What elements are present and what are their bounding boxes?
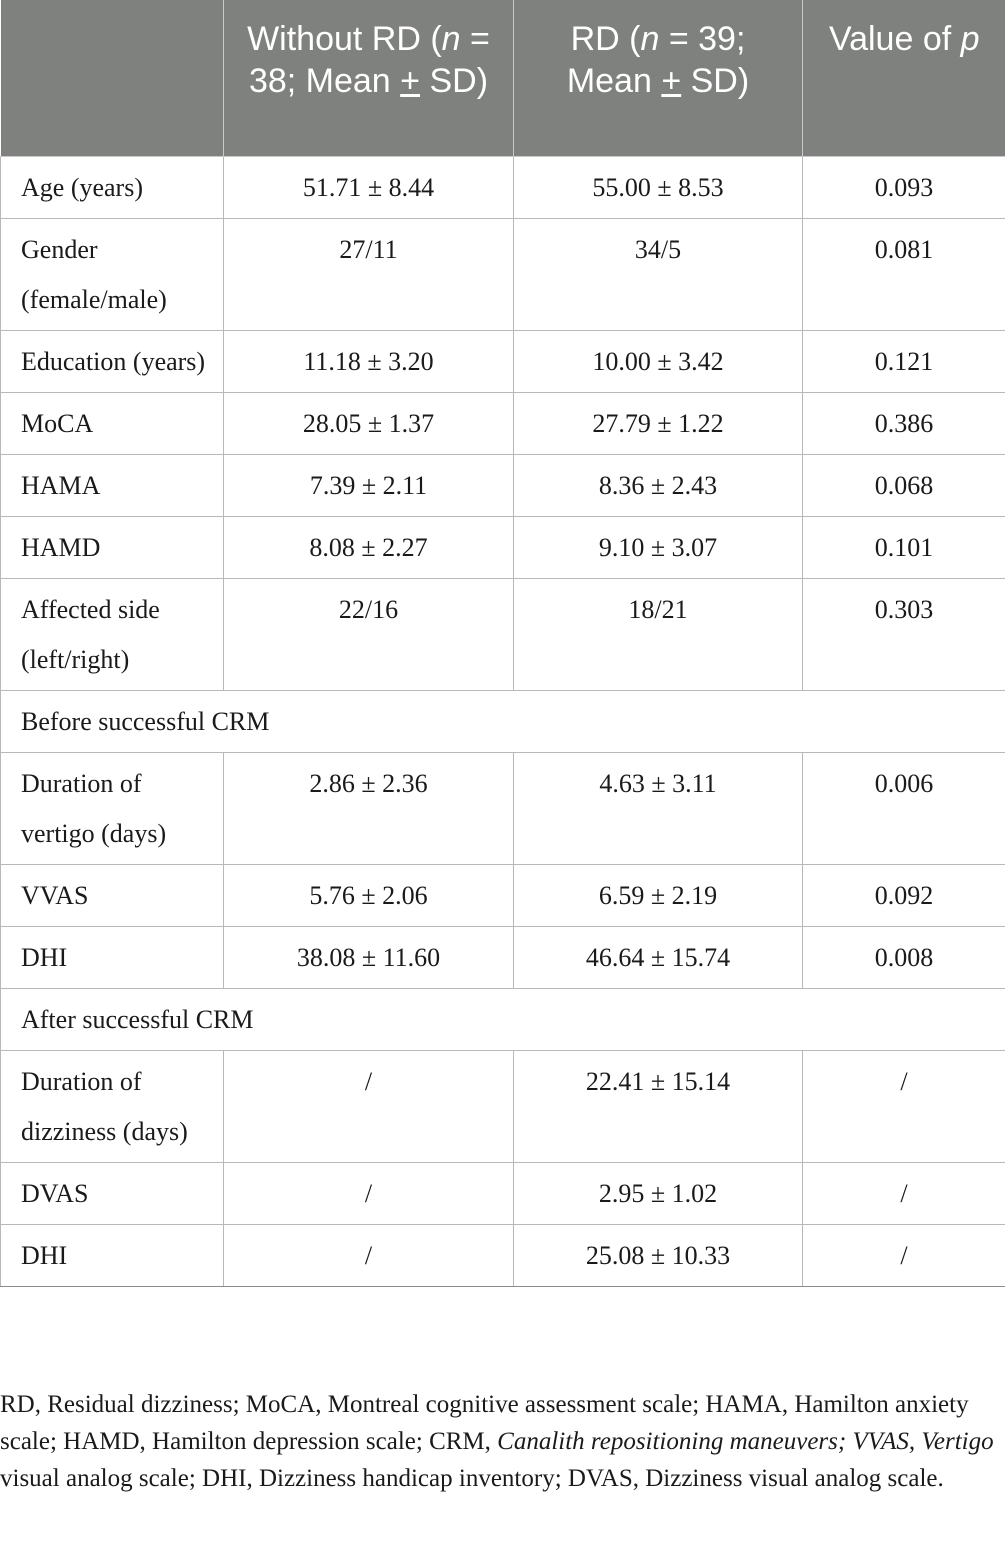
p-value: 0.121 xyxy=(803,330,1005,392)
table-row xyxy=(1,516,1005,578)
row-label: Education (years) xyxy=(1,330,224,392)
table-row xyxy=(1,752,1005,864)
table-row xyxy=(1,330,1005,392)
p-value: / xyxy=(803,1050,1005,1162)
p-value: 0.101 xyxy=(803,516,1005,578)
table-header xyxy=(1,0,1005,156)
table-row xyxy=(1,454,1005,516)
rd-value: 34/5 xyxy=(514,218,803,330)
rd-value: 25.08 ± 10.33 xyxy=(514,1224,803,1286)
row-label: Affected side (left/right) xyxy=(1,578,224,690)
rd-value: 9.10 ± 3.07 xyxy=(514,516,803,578)
p-value: 0.092 xyxy=(803,864,1005,926)
without-rd-value: 28.05 ± 1.37 xyxy=(224,392,514,454)
row-label: Duration of dizziness (days) xyxy=(1,1050,224,1162)
table-row xyxy=(1,864,1005,926)
table-row xyxy=(1,218,1005,330)
without-rd-value: 2.86 ± 2.36 xyxy=(224,752,514,864)
without-rd-value: 27/11 xyxy=(224,218,514,330)
rd-value: 6.59 ± 2.19 xyxy=(514,864,803,926)
p-value: 0.008 xyxy=(803,926,1005,988)
without-rd-value: 5.76 ± 2.06 xyxy=(224,864,514,926)
rd-value: 55.00 ± 8.53 xyxy=(514,156,803,218)
section-label-before: Before successful CRM xyxy=(1,690,1005,752)
row-label: MoCA xyxy=(1,392,224,454)
section-row-after xyxy=(1,988,1005,1050)
without-rd-value: / xyxy=(224,1224,514,1286)
table-row xyxy=(1,578,1005,690)
p-value: 0.386 xyxy=(803,392,1005,454)
row-label: DHI xyxy=(1,1224,224,1286)
without-rd-value: 22/16 xyxy=(224,578,514,690)
without-rd-value: 51.71 ± 8.44 xyxy=(224,156,514,218)
table-row xyxy=(1,926,1005,988)
rd-value: 18/21 xyxy=(514,578,803,690)
p-value: / xyxy=(803,1162,1005,1224)
rd-value: 22.41 ± 15.14 xyxy=(514,1050,803,1162)
table-row xyxy=(1,156,1005,218)
rd-value: 27.79 ± 1.22 xyxy=(514,392,803,454)
section-row-before xyxy=(1,690,1005,752)
without-rd-value: / xyxy=(224,1162,514,1224)
table-row xyxy=(1,392,1005,454)
p-value: 0.081 xyxy=(803,218,1005,330)
table-row xyxy=(1,1050,1005,1162)
header-p-value: Value of p xyxy=(803,0,1005,156)
row-label: Age (years) xyxy=(1,156,224,218)
without-rd-value: 38.08 ± 11.60 xyxy=(224,926,514,988)
row-label: HAMD xyxy=(1,516,224,578)
without-rd-value: 7.39 ± 2.11 xyxy=(224,454,514,516)
without-rd-value: 11.18 ± 3.20 xyxy=(224,330,514,392)
rd-value: 8.36 ± 2.43 xyxy=(514,454,803,516)
table-row xyxy=(1,1162,1005,1224)
rd-value: 46.64 ± 15.74 xyxy=(514,926,803,988)
p-value: 0.006 xyxy=(803,752,1005,864)
table-footnote: RD, Residual dizziness; MoCA, Montreal cognitive assessment scale; HAMA, Hamilton anxiety scale; HAMD, Hamilton depression scale; CRM, Canalith repositioning maneuvers; VVAS, Vertigo visual analog scale; DHI, Dizziness handicap inventory; DVAS, Dizziness visual analog scale. xyxy=(0,1391,994,1492)
p-value: / xyxy=(803,1224,1005,1286)
p-value: 0.303 xyxy=(803,578,1005,690)
header-rd: RD (n = 39; Mean + SD) xyxy=(514,0,803,156)
row-label: HAMA xyxy=(1,454,224,516)
header-row xyxy=(1,0,1005,156)
rd-value: 4.63 ± 3.11 xyxy=(514,752,803,864)
p-value: 0.093 xyxy=(803,156,1005,218)
row-label: VVAS xyxy=(1,864,224,926)
row-label: Duration of vertigo (days) xyxy=(1,752,224,864)
without-rd-value: / xyxy=(224,1050,514,1162)
row-label: Gender (female/male) xyxy=(1,218,224,330)
without-rd-value: 8.08 ± 2.27 xyxy=(224,516,514,578)
section-label-after: After successful CRM xyxy=(1,988,1005,1050)
row-label: DVAS xyxy=(1,1162,224,1224)
rd-value: 10.00 ± 3.42 xyxy=(514,330,803,392)
rd-value: 2.95 ± 1.02 xyxy=(514,1162,803,1224)
row-label: DHI xyxy=(1,926,224,988)
header-without-rd: Without RD (n = 38; Mean + SD) xyxy=(224,0,514,156)
table-body xyxy=(1,156,1005,1286)
header-blank xyxy=(1,0,224,156)
p-value: 0.068 xyxy=(803,454,1005,516)
table-row xyxy=(1,1224,1005,1286)
